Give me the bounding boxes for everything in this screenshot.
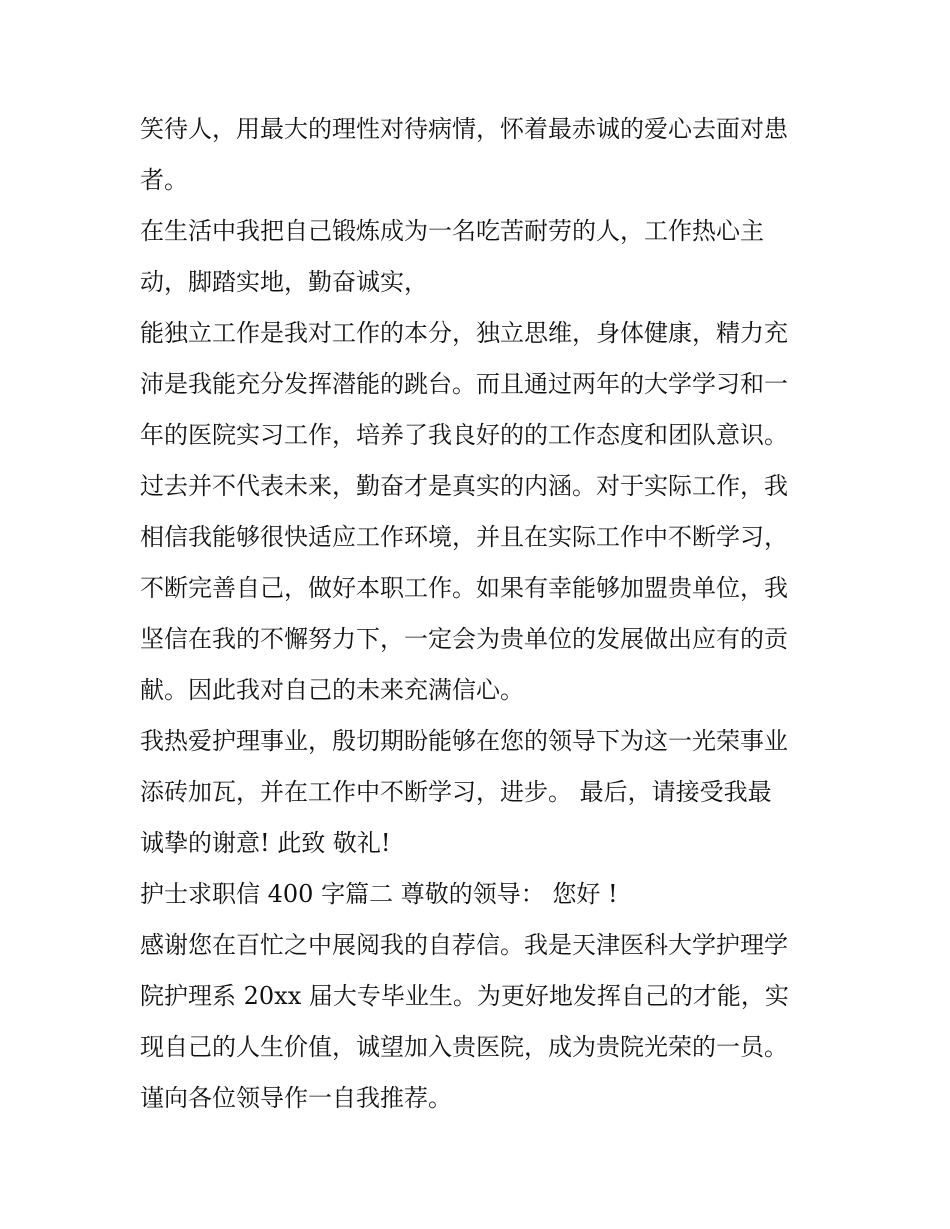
text-line: 者。 (140, 166, 188, 194)
text-line: 添砖加瓦，并在工作中不断学习，进步。 最后，请接受我最 (140, 778, 772, 806)
text-line: 献。因此我对自己的未来充满信心。 (140, 676, 524, 704)
text-line: 我热爱护理事业，殷切期盼能够在您的领导下为这一光荣事业 (140, 727, 788, 755)
text-line: 相信我能够很快适应工作环境，并且在实际工作中不断学习， (140, 523, 788, 551)
text-line: 谨向各位领导作一自我推荐。 (140, 1084, 452, 1112)
text-line: 不断完善自己，做好本职工作。如果有幸能够加盟贵单位，我 (140, 574, 788, 602)
text-line: 过去并不代表未来，勤奋才是真实的内涵。对于实际工作，我 (140, 472, 788, 500)
text-line: 沛是我能充分发挥潜能的跳台。而且通过两年的大学学习和一 (140, 370, 788, 398)
text-line: 年的医院实习工作，培养了我良好的的工作态度和团队意识。 (140, 421, 788, 449)
text-line: 坚信在我的不懈努力下，一定会为贵单位的发展做出应有的贡 (140, 625, 788, 653)
text-line: 现自己的人生价值，诚望加入贵医院，成为贵院光荣的一员。 (140, 1033, 788, 1061)
section-heading-line: 护士求职信 400 字篇二 尊敬的领导： 您好 ! (140, 880, 618, 908)
text-line: 在生活中我把自己锻炼成为一名吃苦耐劳的人，工作热心主 (140, 217, 764, 245)
text-line: 能独立工作是我对工作的本分，独立思维，身体健康，精力充 (140, 319, 788, 347)
text-line: 感谢您在百忙之中展阅我的自荐信。我是天津医科大学护理学 (140, 931, 788, 959)
text-line: 院护理系 20xx 届大专毕业生。为更好地发挥自己的才能，实 (140, 982, 789, 1010)
document-body (140, 104, 820, 1124)
text-line: 诚挚的谢意! 此致 敬礼! (140, 829, 391, 857)
text-line: 动，脚踏实地，勤奋诚实， (140, 268, 428, 296)
text-line: 笑待人，用最大的理性对待病情，怀着最赤诚的爱心去面对患 (140, 115, 788, 143)
